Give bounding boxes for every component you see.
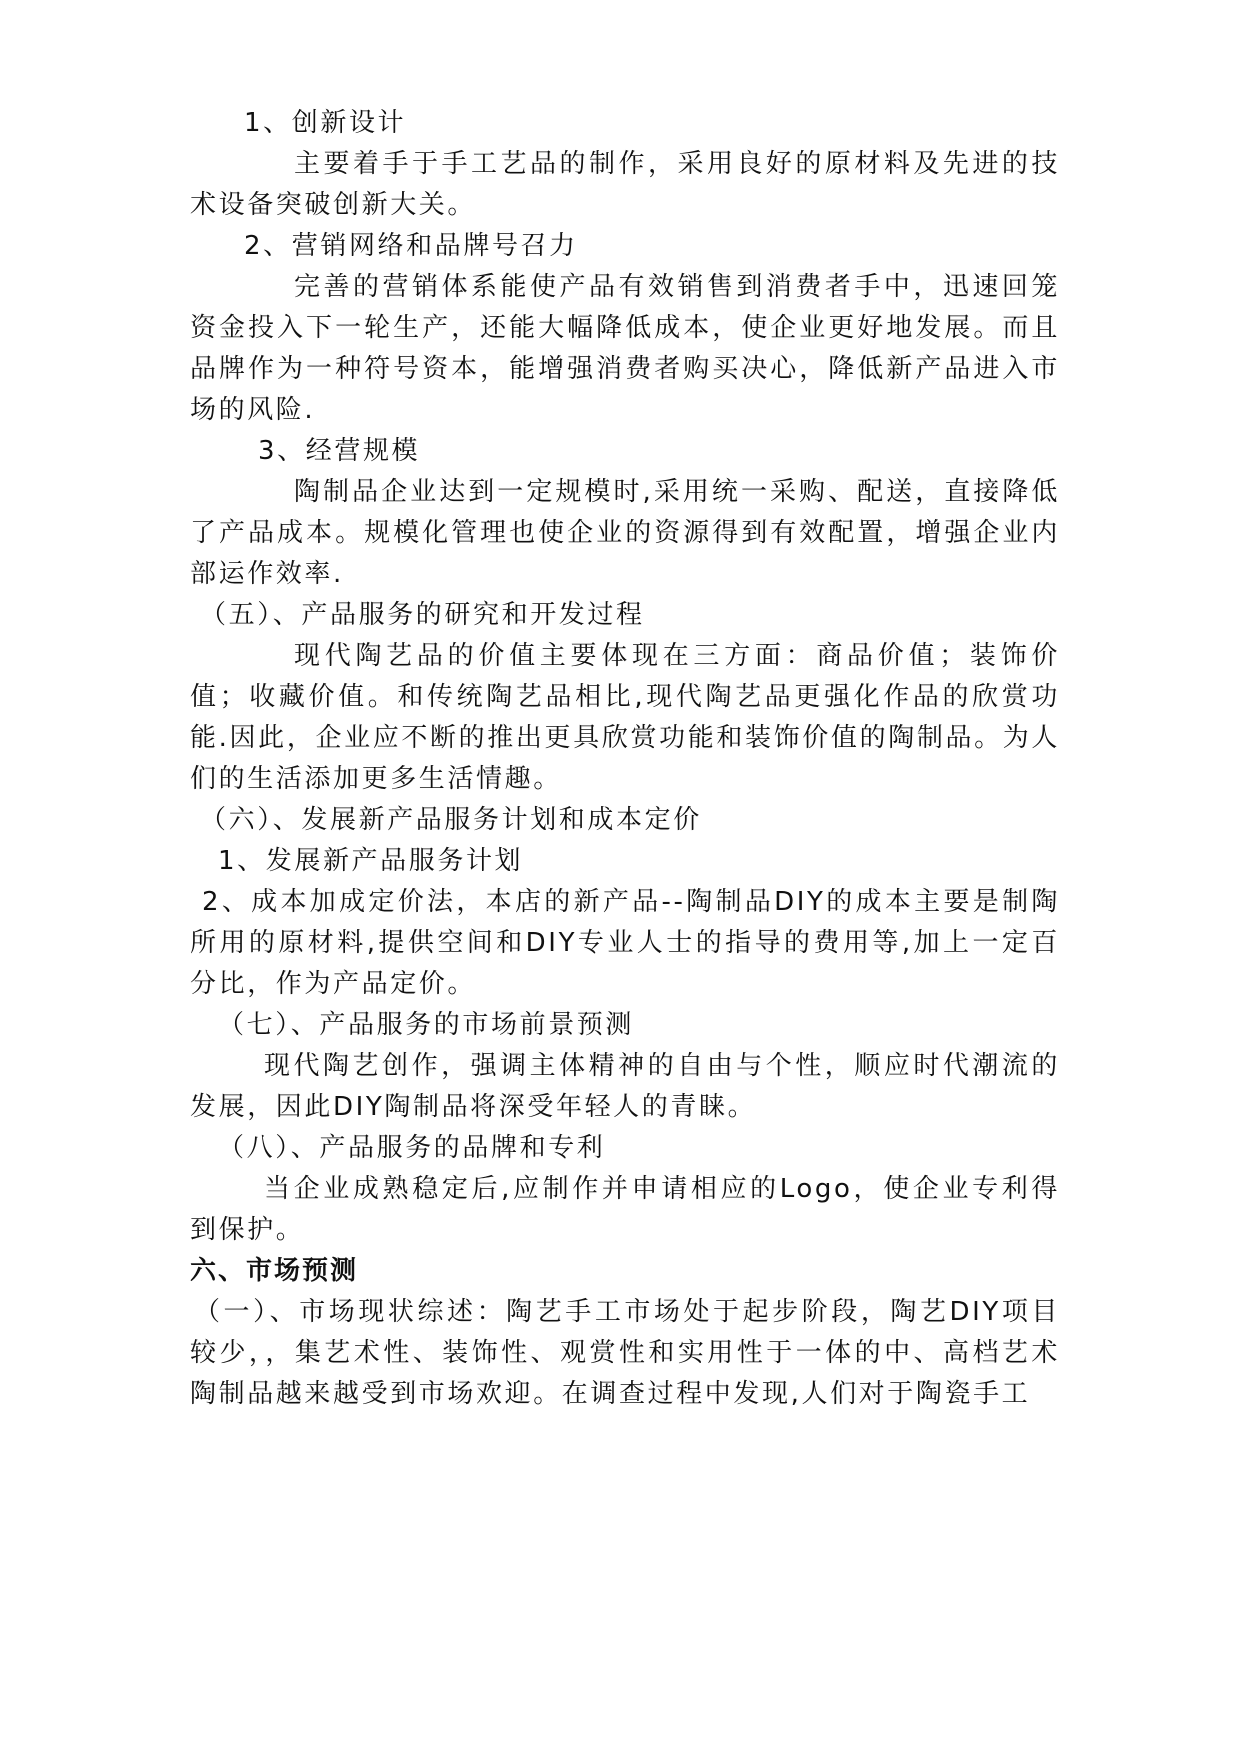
- chapter-heading-market-forecast: 六、市场预测: [190, 1256, 359, 1286]
- paragraph-marketing-network: 完善的营销体系能使产品有效销售到消费者手中，迅速回笼资金投入下一轮生产，还能大幅降低成本，使企业更好地发展。而且品牌作为一种符号资本，能增强消费者购买决心，降低新产品进入市场的风险.: [190, 272, 1060, 425]
- subheading-business-scale: 3、经营规模: [258, 436, 421, 466]
- section-heading-8: （八）、产品服务的品牌和专利: [218, 1133, 606, 1163]
- paragraph-section-8: 当企业成熟稳定后,应制作并申请相应的Logo，使企业专利得到保护。: [190, 1174, 1060, 1245]
- section-heading-5: （五）、产品服务的研究和开发过程: [200, 600, 645, 630]
- document-body: [190, 103, 1060, 1415]
- paragraph-market-status: （一）、市场现状综述：陶艺手工市场处于起步阶段，陶艺DIY项目较少，，集艺术性、装饰性、观赏性和实用性于一体的中、高档艺术陶制品越来越受到市场欢迎。在调查过程中发现,人们对于陶瓷手工: [190, 1297, 1060, 1409]
- section-heading-6: （六）、发展新产品服务计划和成本定价: [200, 805, 702, 835]
- paragraph-innovation-design: 主要着手于手工艺品的制作，采用良好的原材料及先进的技术设备突破创新大关。: [190, 149, 1060, 220]
- paragraph-business-scale: 陶制品企业达到一定规模时,采用统一采购、配送，直接降低了产品成本。规模化管理也使企业的资源得到有效配置，增强企业内部运作效率.: [190, 477, 1060, 589]
- paragraph-cost-plus-pricing: 2、成本加成定价法，本店的新产品--陶制品DIY的成本主要是制陶所用的原材料,提供空间和DIY专业人士的指导的费用等,加上一定百分比，作为产品定价。: [190, 887, 1060, 999]
- paragraph-section-7: 现代陶艺创作，强调主体精神的自由与个性，顺应时代潮流的发展，因此DIY陶制品将深受年轻人的青睐。: [190, 1051, 1060, 1122]
- paragraph-section-5: 现代陶艺品的价值主要体现在三方面：商品价值；装饰价值；收藏价值。和传统陶艺品相比,现代陶艺品更强化作品的欣赏功能.因此，企业应不断的推出更具欣赏功能和装饰价值的陶制品。为人们的生活添加更多生活情趣。: [190, 641, 1060, 794]
- subheading-marketing-network: 2、营销网络和品牌号召力: [244, 231, 578, 261]
- subheading-innovation-design: 1、创新设计: [244, 108, 407, 138]
- section-heading-7: （七）、产品服务的市场前景预测: [218, 1010, 635, 1040]
- subheading-new-product-plan: 1、发展新产品服务计划: [218, 846, 524, 876]
